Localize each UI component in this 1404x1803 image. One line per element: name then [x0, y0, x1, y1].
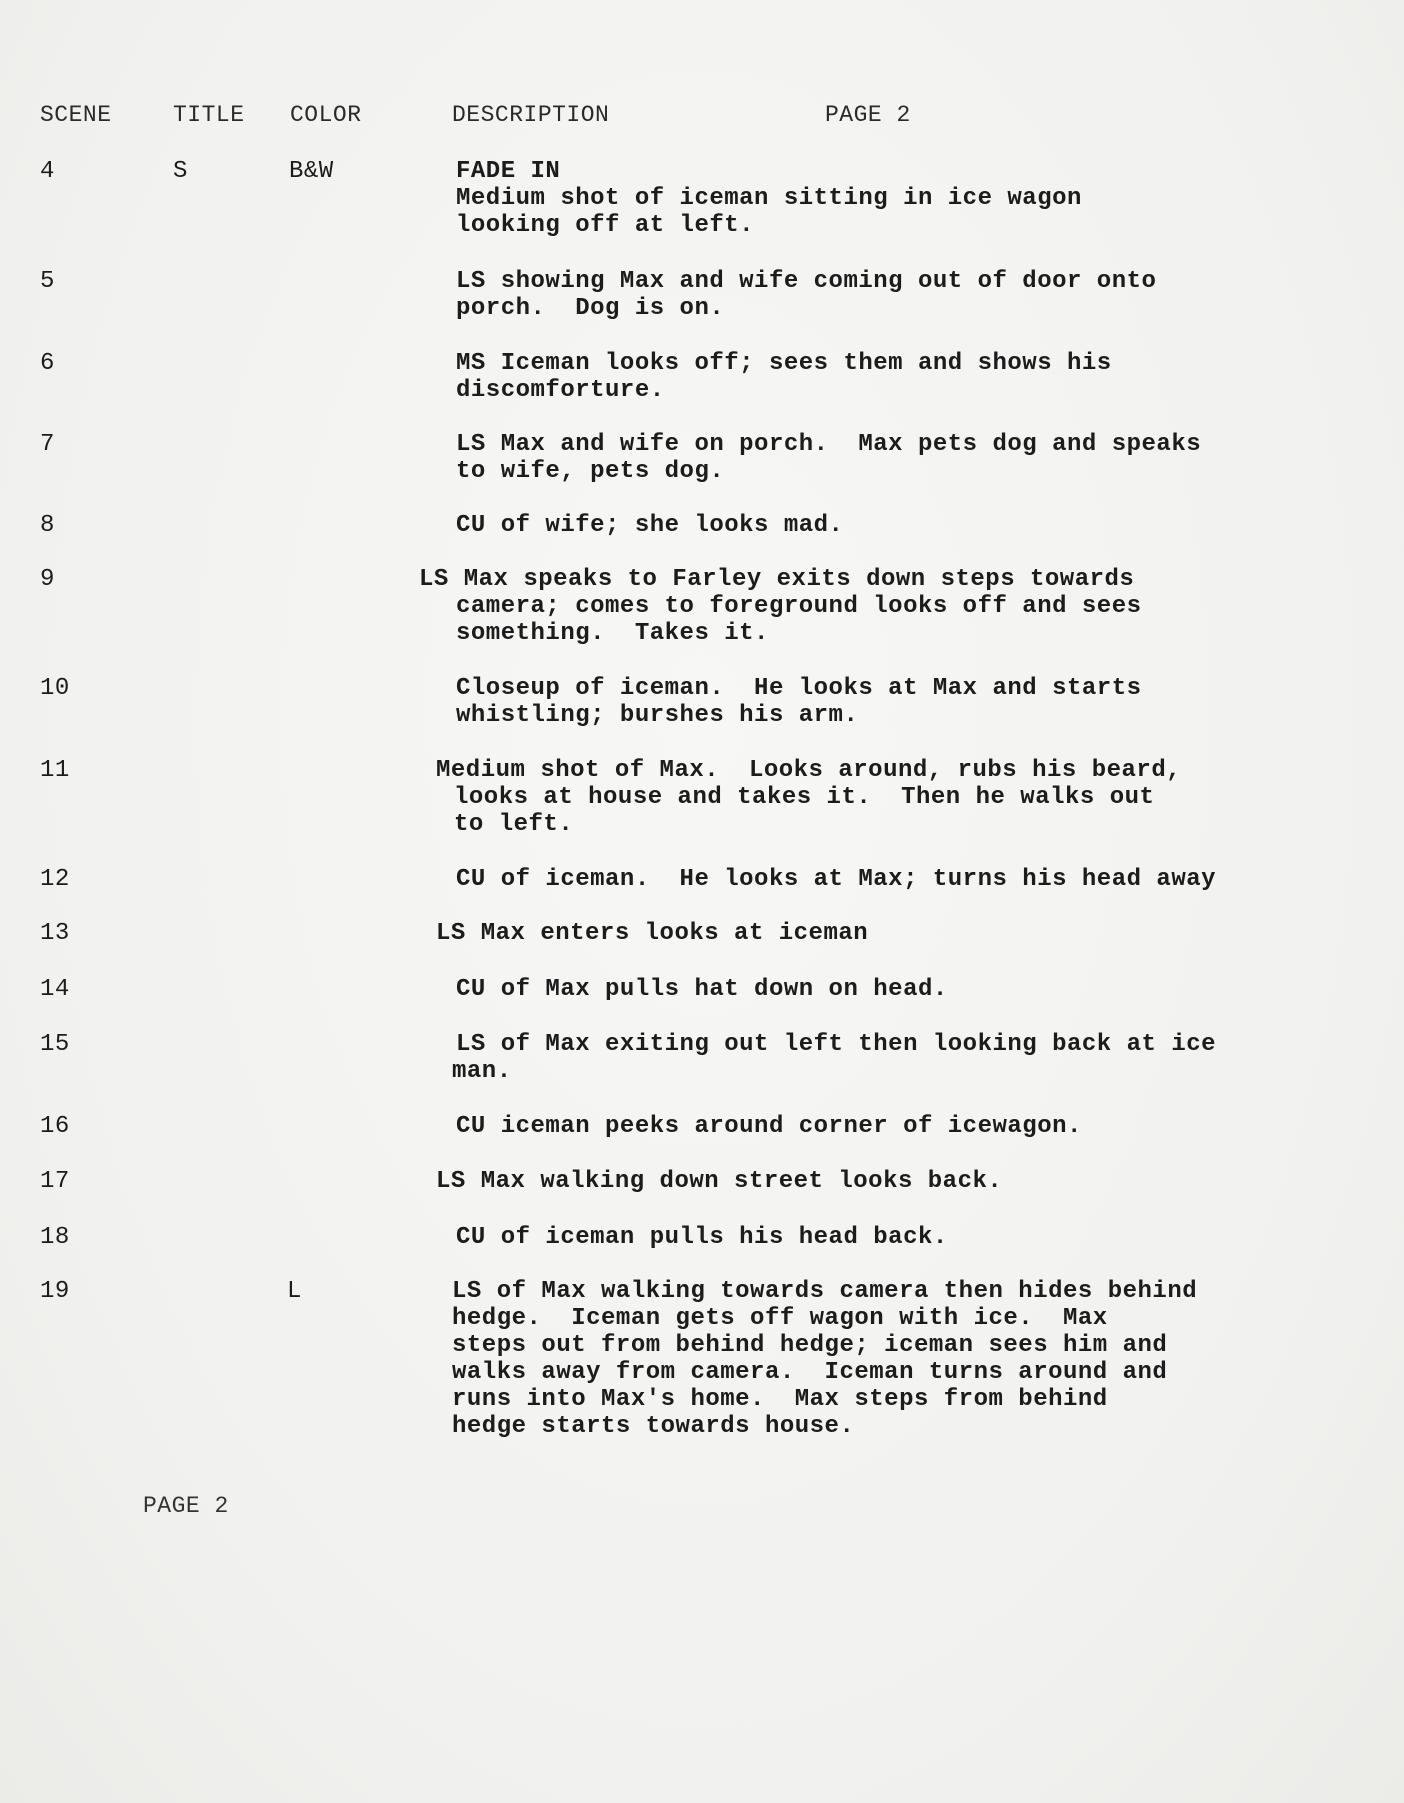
scene-description-line: LS Max enters looks at iceman: [436, 920, 869, 947]
scene-description-line: LS of Max walking towards camera then hides behind: [452, 1278, 1198, 1305]
scene-number: 9: [40, 566, 55, 593]
header-page: PAGE 2: [825, 102, 911, 128]
scene-number: 19: [40, 1278, 70, 1305]
scene-description-line: looking off at left.: [456, 212, 755, 239]
scene-description-line: walks away from camera. Iceman turns around and: [452, 1359, 1168, 1386]
scene-description-line: LS Max speaks to Farley exits down steps towards: [419, 566, 1135, 593]
scene-description-line: to left.: [454, 811, 574, 838]
scene-description-line: LS Max and wife on porch. Max pets dog and speaks: [456, 431, 1202, 458]
scene-number: 11: [40, 757, 70, 784]
scene-description-line: LS showing Max and wife coming out of door onto: [456, 268, 1157, 295]
scene-title: S: [173, 158, 188, 185]
scene-description-line: CU of wife; she looks mad.: [456, 512, 844, 539]
scene-description-line: man.: [452, 1058, 512, 1085]
scene-description-line: hedge. Iceman gets off wagon with ice. Max: [452, 1305, 1108, 1332]
header-color: COLOR: [290, 102, 362, 128]
scene-description-line: camera; comes to foreground looks off and sees: [456, 593, 1142, 620]
scene-number: 16: [40, 1113, 70, 1140]
scene-number: 14: [40, 976, 70, 1003]
footer-page-number: PAGE 2: [143, 1493, 229, 1519]
scene-description-line: LS Max walking down street looks back.: [436, 1168, 1003, 1195]
scene-description-line: CU iceman peeks around corner of icewagon.: [456, 1113, 1082, 1140]
scene-description-line: steps out from behind hedge; iceman sees him and: [452, 1332, 1168, 1359]
scene-number: 7: [40, 431, 55, 458]
scene-description-line: CU of Max pulls hat down on head.: [456, 976, 948, 1003]
scene-description-line: whistling; burshes his arm.: [456, 702, 859, 729]
scene-description-line: hedge starts towards house.: [452, 1413, 855, 1440]
scene-description-line: MS Iceman looks off; sees them and shows his: [456, 350, 1112, 377]
scene-number: 5: [40, 268, 55, 295]
scene-color: B&W: [289, 158, 334, 185]
scene-number: 6: [40, 350, 55, 377]
scene-number: 12: [40, 866, 70, 893]
scene-description-line: to wife, pets dog.: [456, 458, 725, 485]
scene-number: 17: [40, 1168, 70, 1195]
scene-description-line: porch. Dog is on.: [456, 295, 725, 322]
header-scene: SCENE: [40, 102, 112, 128]
scene-number: 4: [40, 158, 55, 185]
header-description: DESCRIPTION: [452, 102, 610, 128]
scene-number: 18: [40, 1224, 70, 1251]
scene-number: 10: [40, 675, 70, 702]
scene-description-line: Medium shot of Max. Looks around, rubs his beard,: [436, 757, 1182, 784]
scene-number: 13: [40, 920, 70, 947]
scene-description-line: something. Takes it.: [456, 620, 769, 647]
scene-number: 8: [40, 512, 55, 539]
scene-description-line: LS of Max exiting out left then looking back at ice: [456, 1031, 1217, 1058]
scene-description-line: CU of iceman pulls his head back.: [456, 1224, 948, 1251]
scene-description-line: discomforture.: [456, 377, 665, 404]
scene-description-line: looks at house and takes it. Then he walks out: [454, 784, 1155, 811]
scene-number: 15: [40, 1031, 70, 1058]
header-title: TITLE: [173, 102, 245, 128]
scene-description-line: Medium shot of iceman sitting in ice wagon: [456, 185, 1082, 212]
scene-description-line: Closeup of iceman. He looks at Max and starts: [456, 675, 1142, 702]
scene-description-line: CU of iceman. He looks at Max; turns his head away: [456, 866, 1217, 893]
scene-color: L: [287, 1278, 302, 1305]
scene-description-line: FADE IN: [456, 158, 561, 185]
scene-description-line: runs into Max's home. Max steps from behind: [452, 1386, 1108, 1413]
